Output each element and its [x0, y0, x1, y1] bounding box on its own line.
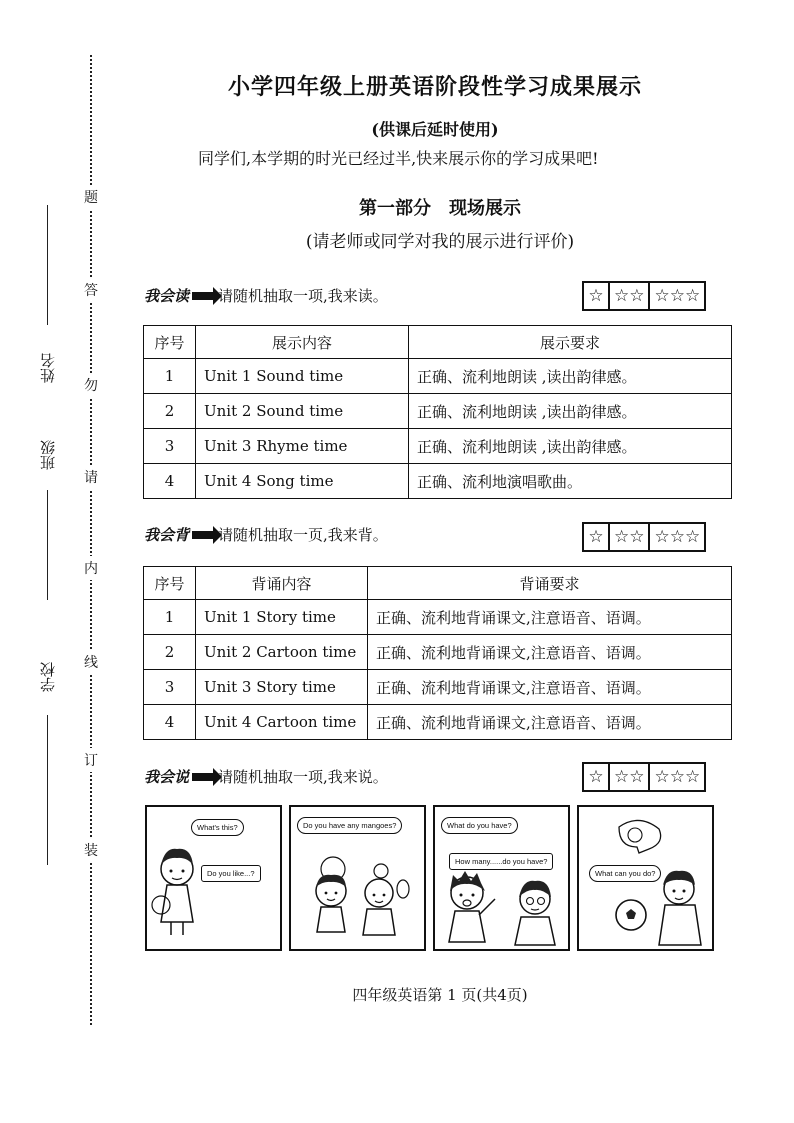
- one-star-box[interactable]: ☆: [588, 767, 604, 787]
- speak-star-rating[interactable]: [582, 762, 706, 792]
- table-row: [144, 635, 732, 670]
- row-requirement: 正确、流利地背诵课文,注意语音、语调。: [368, 705, 732, 740]
- margin-char: 线: [84, 650, 98, 674]
- row-number: 3: [144, 429, 196, 464]
- read-instruction: 请随机抽取一项,我来读。: [218, 287, 388, 305]
- one-star-box[interactable]: ☆: [588, 286, 604, 306]
- table-row: [144, 359, 732, 394]
- col-content-header: 背诵内容: [196, 567, 368, 600]
- margin-char: 勿: [84, 373, 98, 397]
- row-number: 2: [144, 394, 196, 429]
- read-tag: 我会读: [144, 287, 190, 305]
- col-content-header: 展示内容: [196, 326, 409, 359]
- row-number: 1: [144, 359, 196, 394]
- read-section-heading: [144, 285, 388, 306]
- part-title: 第一部分 现场展示: [359, 198, 521, 219]
- page-footer: 四年级英语第 1 页(共4页): [352, 986, 528, 1004]
- margin-char: 订: [84, 748, 98, 772]
- row-requirement: 正确、流利地朗读 ,读出韵律感。: [409, 359, 732, 394]
- part-note: (请老师或同学对我的展示进行评价): [305, 232, 575, 252]
- col-requirement-header: 背诵要求: [368, 567, 732, 600]
- table-row: [144, 600, 732, 635]
- col-requirement-header: 展示要求: [409, 326, 732, 359]
- table-row: [144, 705, 732, 740]
- speech-bubble: Do you like...?: [201, 865, 261, 882]
- three-star-box[interactable]: ☆☆☆: [648, 524, 704, 550]
- speech-bubble: What do you have?: [441, 817, 518, 834]
- name-blank[interactable]: [47, 205, 48, 325]
- school-label: 学校: [39, 662, 57, 692]
- speak-tag: 我会说: [144, 768, 190, 786]
- two-star-box[interactable]: ☆☆: [608, 524, 648, 550]
- table-row: [144, 464, 732, 499]
- read-table: [143, 325, 732, 499]
- row-content: Unit 1 Sound time: [196, 359, 409, 394]
- arrow-icon: [192, 531, 214, 539]
- speak-section-heading: [144, 766, 388, 787]
- margin-char: 请: [84, 465, 98, 489]
- row-content: Unit 1 Story time: [196, 600, 368, 635]
- table-row: [144, 670, 732, 705]
- comic-panel[interactable]: [433, 805, 570, 951]
- recite-section-heading: [144, 524, 388, 545]
- school-blank[interactable]: [47, 715, 48, 865]
- class-blank[interactable]: [47, 490, 48, 600]
- comic-panel[interactable]: [577, 805, 714, 951]
- row-content: Unit 3 Rhyme time: [196, 429, 409, 464]
- two-star-box[interactable]: ☆☆: [608, 283, 648, 309]
- three-star-box[interactable]: ☆☆☆: [648, 764, 704, 790]
- row-number: 3: [144, 670, 196, 705]
- table-row: [144, 429, 732, 464]
- row-content: Unit 3 Story time: [196, 670, 368, 705]
- speech-bubble: What's this?: [191, 819, 244, 836]
- margin-char: 答: [84, 278, 98, 302]
- row-number: 4: [144, 705, 196, 740]
- recite-instruction: 请随机抽取一页,我来背。: [218, 526, 388, 544]
- row-content: Unit 4 Cartoon time: [196, 705, 368, 740]
- row-requirement: 正确、流利地背诵课文,注意语音、语调。: [368, 635, 732, 670]
- speech-bubble: How many......do you have?: [449, 853, 553, 870]
- row-requirement: 正确、流利地背诵课文,注意语音、语调。: [368, 670, 732, 705]
- speech-bubble: Do you have any mangoes?: [297, 817, 402, 834]
- col-number-header: 序号: [144, 567, 196, 600]
- row-number: 2: [144, 635, 196, 670]
- speak-instruction: 请随机抽取一项,我来说。: [218, 768, 388, 786]
- recite-tag: 我会背: [144, 526, 190, 544]
- intro-text: 同学们,本学期的时光已经过半,快来展示你的学习成果吧!: [198, 149, 599, 168]
- row-content: Unit 2 Cartoon time: [196, 635, 368, 670]
- three-star-box[interactable]: ☆☆☆: [648, 283, 704, 309]
- name-label: 姓名: [39, 353, 57, 383]
- comic-panel[interactable]: [145, 805, 282, 951]
- row-requirement: 正确、流利地演唱歌曲。: [409, 464, 732, 499]
- read-star-rating[interactable]: [582, 281, 706, 311]
- comic-strip: [145, 805, 714, 951]
- row-requirement: 正确、流利地背诵课文,注意语音、语调。: [368, 600, 732, 635]
- row-number: 4: [144, 464, 196, 499]
- arrow-icon: [192, 773, 214, 781]
- page-subtitle: (供课后延时使用): [371, 120, 499, 139]
- table-header-row: [144, 567, 732, 600]
- arrow-icon: [192, 292, 214, 300]
- table-header-row: [144, 326, 732, 359]
- col-number-header: 序号: [144, 326, 196, 359]
- one-star-box[interactable]: ☆: [588, 527, 604, 547]
- margin-char: 装: [84, 838, 98, 862]
- two-star-box[interactable]: ☆☆: [608, 764, 648, 790]
- row-requirement: 正确、流利地朗读 ,读出韵律感。: [409, 394, 732, 429]
- class-label: 班级: [39, 440, 57, 470]
- table-row: [144, 394, 732, 429]
- row-number: 1: [144, 600, 196, 635]
- recite-table: [143, 566, 732, 740]
- margin-char: 题: [84, 185, 98, 209]
- recite-star-rating[interactable]: [582, 522, 706, 552]
- comic-panel[interactable]: [289, 805, 426, 951]
- row-requirement: 正确、流利地朗读 ,读出韵律感。: [409, 429, 732, 464]
- speech-bubble: What can you do?: [589, 865, 661, 882]
- row-content: Unit 2 Sound time: [196, 394, 409, 429]
- margin-char: 内: [84, 556, 98, 580]
- row-content: Unit 4 Song time: [196, 464, 409, 499]
- page-title: 小学四年级上册英语阶段性学习成果展示: [227, 74, 642, 100]
